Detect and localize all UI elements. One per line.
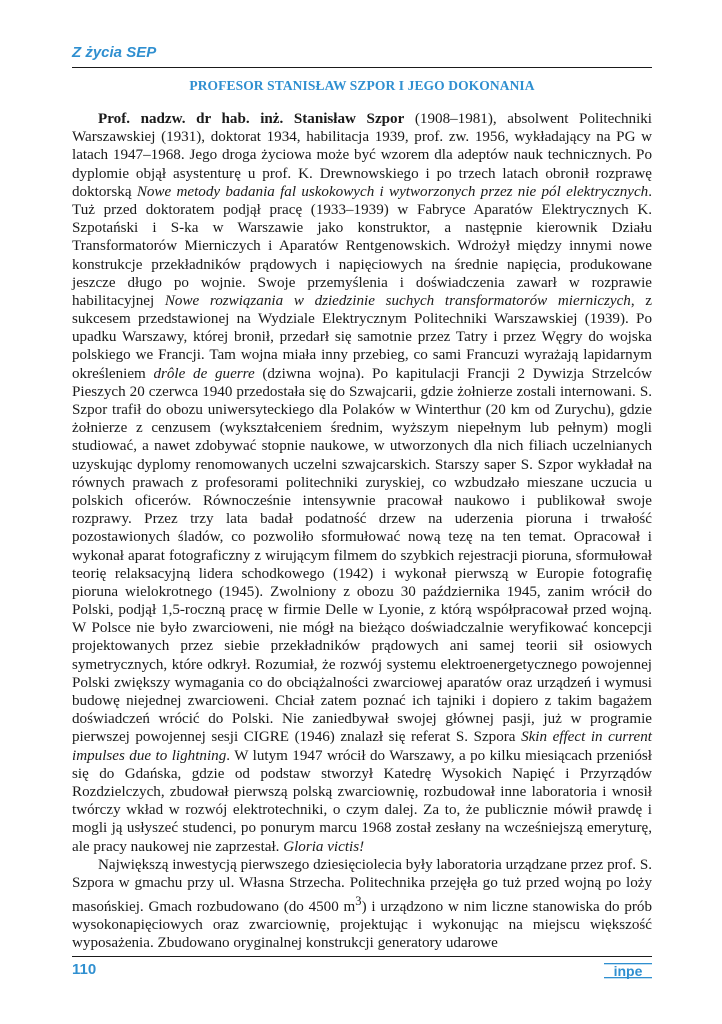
text-run: , z sukcesem przedstawionej na Wydziale Elektrycznym Politechniki Warszawskiej (1939). Po upadku Warszawy, której bronił, przedarł się samotnie przez Tatry i przez Węgry do wojska polskiego we Francji. Tam wojna miała inny przebieg, co sami Francuzi wyrażają lapidarnym określeniem bbox=[72, 292, 652, 382]
article-body bbox=[72, 110, 652, 953]
author-name: Prof. nadzw. dr hab. inż. Stanisław Szpor bbox=[98, 111, 405, 127]
french-phrase: drôle de guerre bbox=[153, 365, 255, 382]
text-run: ) i urządzono w nim liczne stanowiska do prób wysokonapięciowych oraz zwarciownię, projektując i wykonując na miejscu większość wyposażenia. Zbudowano oryginalnej konstrukcji generatory udarowe bbox=[72, 899, 653, 952]
text-run: (1908–1981), absolwent Politechniki Warszawskiej (1931), doktorat 1934, habilitacja 1939, prof. zw. 1956, wykładający na PG w latach 1947–1968. Jego droga życiowa może być wzorem dla adeptów nauk technicznych. Po dyplomie objął asystenturę u prof. K. Drewnowskiego i po trzech latach obronił rozprawę doktorską bbox=[72, 111, 653, 200]
thesis-title-doctoral: Nowe metody badania fal uskokowych i wytworzonych przez nie pól elektrycznych bbox=[136, 183, 649, 200]
cigre-paper-title: Skin effect in current impulses due to lightning bbox=[72, 729, 652, 764]
paragraph-2 bbox=[72, 856, 652, 953]
text-run: Największą inwestycją pierwszego dziesięciolecia były laboratoria urządzane przez prof. S. Szpora w gmachu przy ul. Własna Strzecha. Politechnika przejęła go tuż przed wojną po loży masońskiej. Gmach rozbudowano (do 4500 m bbox=[72, 856, 652, 916]
latin-phrase: Gloria victis! bbox=[283, 838, 365, 855]
page-number: 110 bbox=[72, 961, 97, 978]
article-title: PROFESOR STANISŁAW SZPOR I JEGO DOKONANIA bbox=[189, 78, 535, 93]
footer-rule bbox=[72, 956, 652, 957]
thesis-title-habilitation: Nowe rozwiązania w dziedzinie suchych transformatorów mierniczych bbox=[164, 292, 631, 309]
logo-text: inpe bbox=[613, 963, 643, 979]
text-run: . W lutym 1947 wrócił do Warszawy, a po kilku miesiącach przeniósł się do Gdańska, gdzie od podstaw stworzył Katedrę Wysokich Napięć i Przyrządów Rozdzielczych, zbudował pierwszą polską zwarciownię, rozbudował inne laboratoria i wnosił twórczy wkład w rozwój elektrotechniki, o czym dalej. Za to, że publicznie mówił prawdę i mogli ją usłyszeć studenci, po ponurym marcu 1968 został zesłany na wcześniejszą emeryturę, ale pracy naukowej nie zaprzestał. bbox=[72, 747, 652, 855]
text-run: (dziwna wojna). Po kapitulacji Francji 2 Dywizja Strzelców Pieszych 20 czerwca 1940 przedostała się do Szwajcarii, gdzie żołnierze zostali internowani. S. Szpor trafił do obozu uniwersyteckiego dla Polaków w Winterthur (20 km od Zurychu), gdzie żołnierze z cenzusem (wykształceniem średnim, wyższym niepełnym lub pełnym) mogli studiować, a nawet zdobywać stopnie naukowe, w utworzonych dla nich filiach uczelnianych uzyskując dyplomy renomowanych uczelni szwajcarskich. Starszy saper S. Szpor wykładał na równych prawach z profesorami politechniki zuryskiej, co wzbudzało mieszane uczucia u polskich oficerów. Równocześnie intensywnie pracował naukowo i publikował swoje rozprawy. Przez trzy lata badał podatność drzew na uderzenia pioruna i trwałość pozostawionych śladów, co pozwoliło sformułować nową tezę na ten temat. Opracował i wykonał aparat fotograficzny z wirującym filmem do szybkich rejestracji pioruna, sformułował teorię relaksacyjną lidera schodkowego (1942) i wykonał pierwszą w Europie fotografię pioruna wielokrotnego (1945). Zwolniony z obozu 30 października 1945, zanim wrócił do Polski, podjął 1,5-roczną pracę w firmie Delle w Lyonie, z którą współpracował przed wojną. W Polsce nie było zwarcioweni, nie mógł na bieżąco doświadczalnie weryfikować koncepcji projektowanych przez siebie przekładników prądowych ani samej teorii sił osiowych symetrycznych, które odkrył. Rozumiał, że rozwój systemu elektroenergetycznego powojennej Polski zwiększy wymagania co do obciążalności zwarciowej aparatów oraz urządzeń i wymusi budowę niejednej zwarcioweni. Chciał zatem poznać ich tajniki i dopiero z takim bagażem doświadczeń wrócić do Polski. Nie zaniedbywał swojej głównej pasji, już w programie pierwszej powojennej sesji CIGRE (1946) znalazł się referat S. Szpora bbox=[72, 365, 652, 746]
inpe-logo-icon bbox=[604, 960, 652, 982]
text-run: . Tuż przed doktoratem podjął pracę (1933–1939) w Fabryce Aparatów Elektrycznych K. Szpotański i S-ka w Warszawie jako konstruktor, a następnie kierownik Działu Transformatorów Mierniczych i Aparatów Rentgenowskich. Wdrożył między innymi nowe konstrukcje przekładników prądowych i napięciowych na średnie napięcia, produkowane jeszcze długo po wojnie. Swoje przemyślenia i doświadczenia zawarł w rozprawie habilitacyjnej bbox=[72, 183, 652, 309]
section-header: Z życia SEP bbox=[72, 44, 157, 61]
paragraph-1 bbox=[72, 110, 652, 856]
superscript: 3 bbox=[355, 894, 362, 909]
header-rule bbox=[72, 67, 652, 68]
